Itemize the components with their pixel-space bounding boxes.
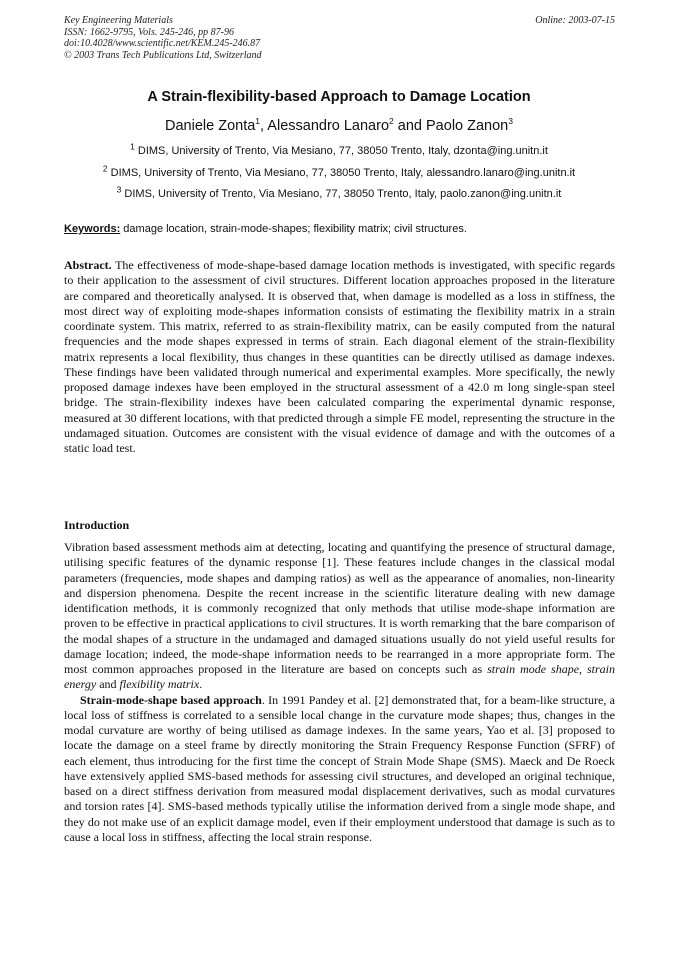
author-sup: 3 (508, 116, 513, 127)
abstract-label: Abstract. (64, 258, 112, 272)
paper-title: A Strain-flexibility-based Approach to Damage Location (147, 89, 531, 105)
affiliation-sup: 1 (130, 141, 135, 152)
term-strain-energy: strain energy (64, 662, 616, 692)
intro-paragraph-1 (64, 540, 615, 693)
copyright-line: © 2003 Trans Tech Publications Ltd, Switzerland (64, 49, 262, 61)
affiliation-2 (0, 163, 678, 179)
affiliation-text: DIMS, University of Trento, Via Mesiano, 77, 38050 Trento, Italy, dzonta@ing.unitn.it (137, 145, 548, 157)
online-date: Online: 2003-07-15 (535, 15, 615, 26)
intro-p1-text: Vibration based assessment methods aim at detecting, locating and quantifying the presence of structural damage, utilising specific features of the dynamic response [1]. These features include changes in the classical modal parameters (frequencies, mode shapes and damping ratios) as well as the appearance of anomalies, non-linearity and dispersion phenomena. Despite the recent increase in the scientific literature dealing with new damage identification methods, it is commonly recognized that only methods that utilise mode-shape information are proven to be effective in practical applications to civil structures. It is worth remarking that the bare comparison of the modal shapes of a structure in the undamaged and damaged situations usually do not yield useful results for damage location; indeed, the mode-shape information needs to be rearranged in a more appropriate form. The most common approaches proposed in the literature are based on concepts such as (64, 540, 615, 676)
author-name: Paolo Zanon (426, 118, 509, 134)
intro-paragraph-2 (64, 693, 615, 846)
strain-mode-shape-label: Strain-mode-shape based approach (80, 692, 262, 707)
author-name: Daniele Zonta (165, 118, 256, 134)
abstract-text: The effectiveness of mode-shape-based damage location methods is investigated, with specific regards to their application to the assessment of civil structures. Different location approaches proposed in the literature are compared and theoretically analysed. It is observed that, when damage is modelled as a loss in stiffness, the most direct way of exploiting mode-shapes information consists of estimating the flexibility matrix in a strain coordinate system. This matrix, referred to as strain-flexibility matrix, can be easily computed from the natural frequencies and the mode shapes expressed in terms of strain. Each diagonal element of the strain-flexibility matrix represents a local flexibility, thus changes in these quantities can be directly utilised as damage indexes. These findings have been validated through numerical and experimental examples. More specifically, the newly proposed damage indexes have been employed in the structural assessment of a 42.0 m long single-span steel bridge. The strain-flexibility indexes have been calculated comparing the experimental dynamic response, measured at 30 different locations, with that predicted through a simple FE model, representing the structure in the undamaged situation. Outcomes are consistent with the visual evidence of damage and with the outcomes of a static load test. (64, 258, 615, 455)
affiliation-text: DIMS, University of Trento, Via Mesiano, 77, 38050 Trento, Italy, paolo.zanon@ing.unitn.it (124, 188, 562, 200)
term-separator: , (579, 662, 587, 676)
keywords-text: damage location, strain-mode-shapes; flexibility matrix; civil structures. (120, 223, 467, 235)
author-separator: , (260, 118, 268, 134)
author-name: Alessandro Lanaro (267, 118, 390, 134)
affiliation-sup: 3 (116, 184, 122, 195)
author-list (0, 118, 678, 134)
author-sup: 1 (255, 116, 261, 127)
affiliation-text: DIMS, University of Trento, Via Mesiano, 77, 38050 Trento, Italy, alessandro.lanaro@ing.unitn.it (110, 167, 576, 179)
keywords-label: Keywords: (64, 223, 121, 235)
intro-p2-text: . In 1991 Pandey et al. [2] demonstrated that, for a beam-like structure, a local loss of stiffness is correlated to a sensible local change in the curvature mode shapes; thus, changes in the modal curvature are worthy of being utilised as damage indexes. In the same years, Yao et al. [3] proposed to locate the damage on a steel frame by directly monitoring the Strain Frequency Response Function (SFRF) of each element, thus introducing for the first time the concept of Strain Mode Shape (SMS). Maeck and De Roeck have extensively applied SMS-based methods for assessing civil structures, and developed an original technique, based on a direct stiffness derivation from measured modal displacement derivatives, such as modal curvatures and torsion rates [4]. SMS-based methods typically utilise the information derived from a single mode shape, and they do not make use of an explicit damage model, even if their employment understood that damage is such as to cause a local loss in stiffness, affecting the local strain response. (64, 692, 615, 844)
term-end: . (199, 677, 203, 692)
author-separator: and (393, 118, 427, 134)
journal-name: Key Engineering Materials (64, 15, 173, 26)
introduction-body (64, 540, 615, 845)
term-flexibility-matrix: flexibility matrix (119, 677, 200, 692)
term-separator: and (96, 677, 120, 692)
introduction-heading: Introduction (64, 518, 130, 532)
issn-line: ISSN: 1662-9795, Vols. 245-246, pp 87-96 (64, 26, 234, 38)
affiliation-1 (0, 141, 678, 157)
author-sup: 2 (389, 116, 394, 127)
journal-header (64, 15, 262, 61)
keywords (64, 223, 624, 235)
term-strain-mode-shape: strain mode shape (487, 662, 580, 676)
affiliation-3 (0, 184, 678, 200)
doi-line: doi:10.4028/www.scientific.net/KEM.245-246.87 (64, 38, 261, 49)
abstract (64, 258, 615, 456)
affiliation-sup: 2 (102, 163, 108, 174)
